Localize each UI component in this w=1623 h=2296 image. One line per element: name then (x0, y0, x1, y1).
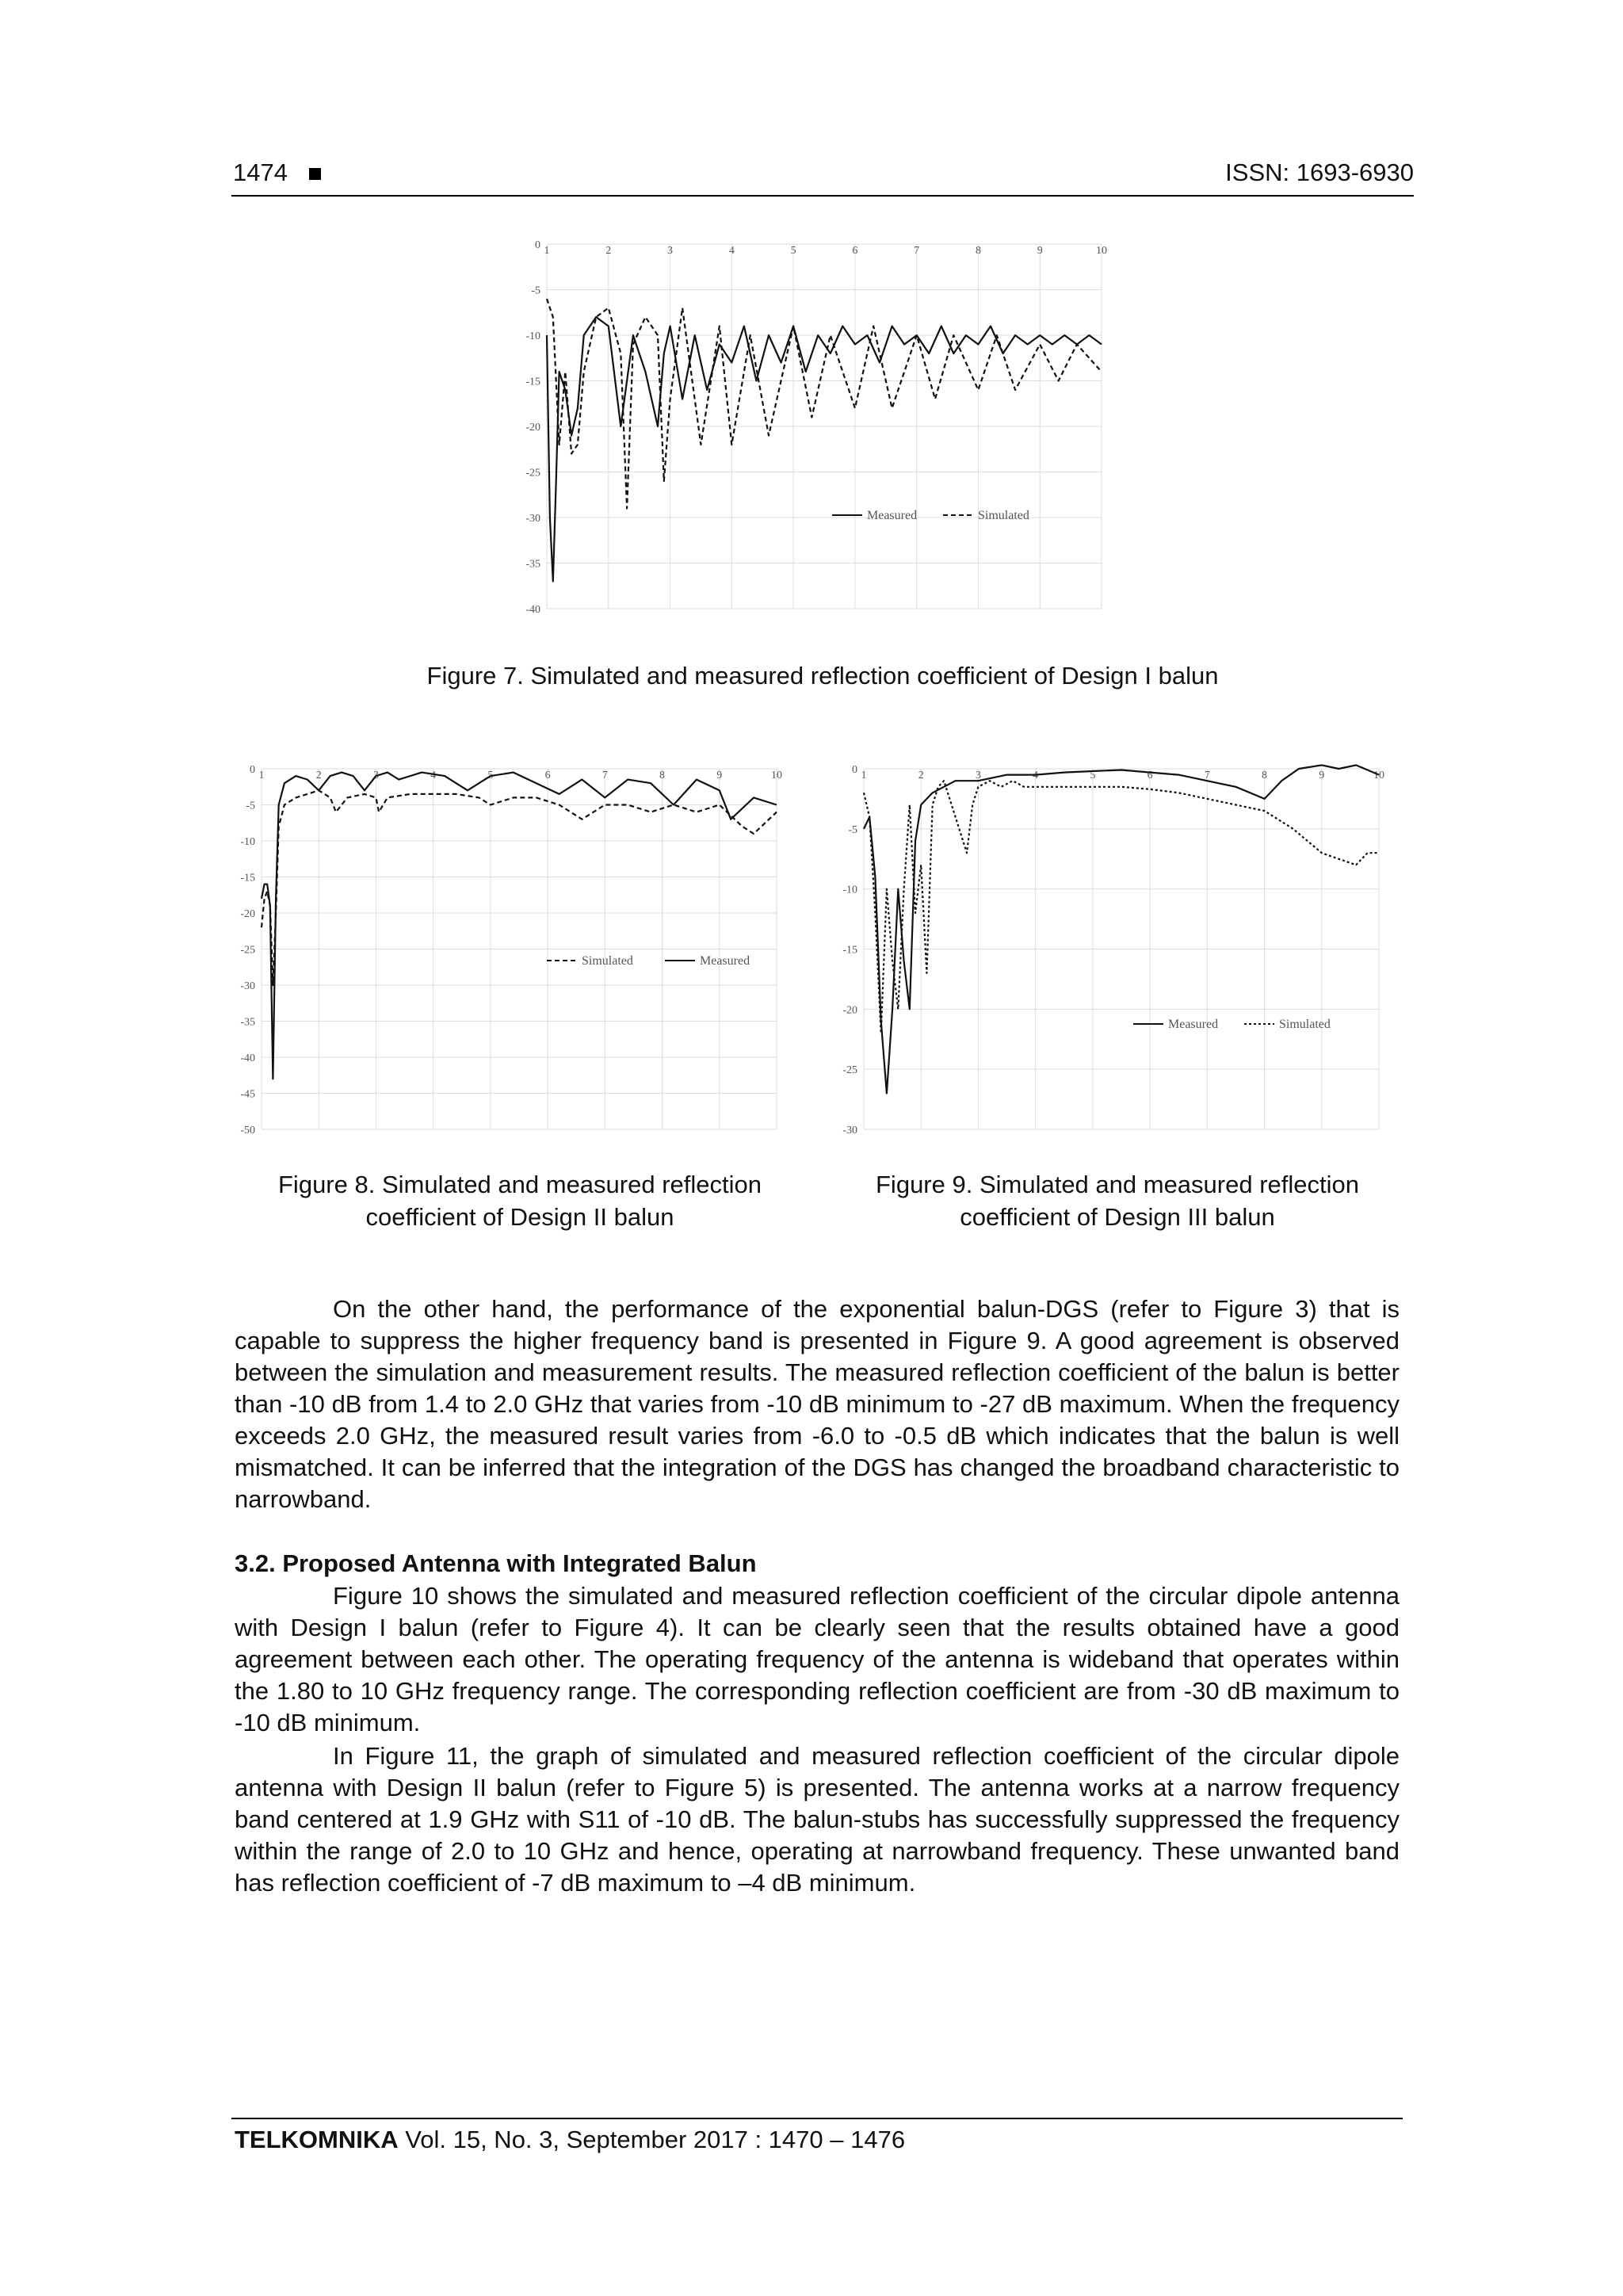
x-tick-label: 5 (487, 770, 494, 781)
figure-9-chart (840, 753, 1395, 1141)
figure-7-chart (523, 228, 1117, 625)
y-tick-label: -15 (842, 944, 857, 957)
series-line-simulated (547, 299, 1102, 509)
figure-8-chart (238, 753, 792, 1141)
x-tick-label: 10 (1096, 245, 1107, 257)
x-tick-label: 2 (605, 245, 612, 257)
figure-8-caption (235, 1168, 805, 1233)
y-tick-label: -25 (240, 944, 255, 957)
series-line-simulated (864, 781, 1379, 1033)
y-tick-label: -15 (240, 872, 255, 884)
legend-label-measured: Measured (700, 954, 750, 968)
series-line-measured (262, 773, 777, 1079)
header-rule (231, 195, 1414, 197)
x-tick-label: 2 (315, 770, 322, 781)
figure-7-caption: Figure 7. Simulated and measured reflection coefficient of Design I balun (426, 662, 1219, 690)
page-header (231, 159, 1414, 193)
figure-9 (840, 753, 1395, 1141)
y-tick-label: -30 (240, 980, 255, 992)
figure-8 (238, 753, 792, 1141)
x-tick-label: 9 (716, 770, 723, 781)
page-footer (235, 2126, 905, 2154)
figure-9-caption-line2: coefficient of Design III balun (960, 1203, 1275, 1231)
square-bullet-icon (309, 168, 321, 180)
x-tick-label: 3 (667, 245, 674, 257)
paragraph-2-text: Figure 10 shows the simulated and measured reflection coefficient of the circular dipole antenna with Design I balun (refer to Figure 4). It can be clearly seen that the results obtained have a good agreement between each other. The operating frequency of the antenna is wideband that operates within the 1.80 to 10 GHz frequency range. The corresponding reflection coefficient are from -30 dB maximum to -10 dB minimum. (235, 1582, 1400, 1736)
x-tick-label: 3 (372, 770, 379, 781)
x-tick-label: 9 (1037, 245, 1043, 257)
x-tick-label: 5 (1090, 770, 1096, 781)
x-tick-label: 10 (1373, 770, 1384, 781)
x-tick-label: 2 (918, 770, 924, 781)
figure-9-caption (832, 1168, 1403, 1233)
y-tick-label: -50 (240, 1125, 255, 1137)
figure-9-caption-line1: Figure 9. Simulated and measured reflection (876, 1171, 1359, 1198)
x-tick-label: 1 (861, 770, 867, 781)
y-tick-label: -5 (531, 285, 540, 297)
y-tick-label: -20 (842, 1004, 857, 1017)
x-tick-label: 10 (771, 770, 782, 781)
x-tick-label: 8 (1262, 770, 1268, 781)
x-tick-label: 7 (914, 245, 920, 257)
legend-label-measured: Measured (867, 509, 918, 522)
paragraph-1-text: On the other hand, the performance of the exponential balun-DGS (refer to Figure 3) that is capable to suppress the higher frequency band is presented in Figure 9. A good agreement is observed between the simulation and measurement results. The measured reflection coefficient of the balun is better than -10 dB from 1.4 to 2.0 GHz that varies from -10 dB minimum to -27 dB maximum. When the frequency exceeds 2.0 GHz, the measured result varies from -6.0 to -0.5 dB which indicates that the balun is well mismatched. It can be inferred that the integration of the DGS has changed the broadband characteristic to narrowband. (235, 1295, 1400, 1513)
figure-8-caption-line2: coefficient of Design II balun (365, 1203, 674, 1231)
x-tick-label: 8 (975, 245, 981, 257)
figure-7 (523, 228, 1117, 625)
y-tick-label: -25 (842, 1064, 857, 1077)
figure-8-caption-line1: Figure 8. Simulated and measured reflection (278, 1171, 762, 1198)
x-tick-label: 6 (852, 245, 858, 257)
legend-label-simulated: Simulated (1279, 1018, 1331, 1031)
y-tick-label: -20 (525, 422, 540, 434)
footer-citation: Vol. 15, No. 3, September 2017 : 1470 – 1476 (405, 2126, 906, 2153)
y-tick-label: -25 (525, 467, 540, 479)
y-tick-label: -5 (246, 800, 255, 812)
x-tick-label: 4 (1033, 770, 1039, 781)
x-tick-label: 6 (544, 770, 551, 781)
y-tick-label: -5 (848, 823, 857, 836)
page-number: 1474 (233, 159, 288, 186)
x-tick-label: 7 (601, 770, 608, 781)
x-tick-label: 7 (1204, 770, 1210, 781)
x-tick-label: 4 (728, 245, 735, 257)
y-tick-label: -30 (842, 1125, 857, 1137)
y-tick-label: 0 (852, 764, 857, 776)
x-tick-label: 9 (1319, 770, 1325, 781)
y-tick-label: -35 (525, 558, 540, 571)
legend-label-simulated: Simulated (582, 954, 633, 968)
y-tick-label: 0 (535, 239, 540, 251)
footer-rule (231, 2118, 1403, 2119)
x-tick-label: 8 (659, 770, 666, 781)
issn: ISSN: 1693-6930 (1225, 159, 1414, 186)
y-tick-label: -40 (525, 604, 540, 616)
x-tick-label: 1 (544, 245, 550, 257)
y-tick-label: -35 (240, 1016, 255, 1029)
section-heading: 3.2. Proposed Antenna with Integrated Balun (235, 1549, 757, 1577)
y-tick-label: -15 (525, 376, 540, 388)
y-tick-label: -20 (240, 908, 255, 920)
series-line-measured (547, 317, 1102, 582)
x-tick-label: 4 (430, 770, 437, 781)
y-tick-label: -30 (525, 513, 540, 525)
x-tick-label: 3 (975, 770, 981, 781)
y-tick-label: -40 (240, 1052, 255, 1064)
legend-label-measured: Measured (1168, 1018, 1219, 1031)
y-tick-label: -10 (240, 836, 255, 848)
legend-label-simulated: Simulated (978, 509, 1029, 522)
x-tick-label: 6 (1147, 770, 1153, 781)
y-tick-label: 0 (250, 764, 255, 776)
paragraph-1 (235, 1293, 1400, 1515)
series-line-measured (864, 765, 1379, 1093)
y-tick-label: -45 (240, 1088, 255, 1101)
paragraph-2 (235, 1580, 1400, 1739)
paragraph-3 (235, 1740, 1400, 1899)
y-tick-label: -10 (525, 330, 540, 342)
journal-name: TELKOMNIKA (235, 2126, 399, 2153)
x-tick-label: 1 (258, 770, 265, 781)
y-tick-label: -10 (842, 884, 857, 896)
paragraph-3-text: In Figure 11, the graph of simulated and measured reflection coefficient of the circular dipole antenna with Design II balun (refer to Figure 5) is presented. The antenna works at a narrow frequency band centered at 1.9 GHz with S11 of -10 dB. The balun-stubs has successfully suppressed the frequency within the range of 2.0 to 10 GHz and hence, operating at narrowband frequency. These unwanted band has reflection coefficient of -7 dB maximum to –4 dB minimum. (235, 1742, 1400, 1897)
x-tick-label: 5 (790, 245, 796, 257)
